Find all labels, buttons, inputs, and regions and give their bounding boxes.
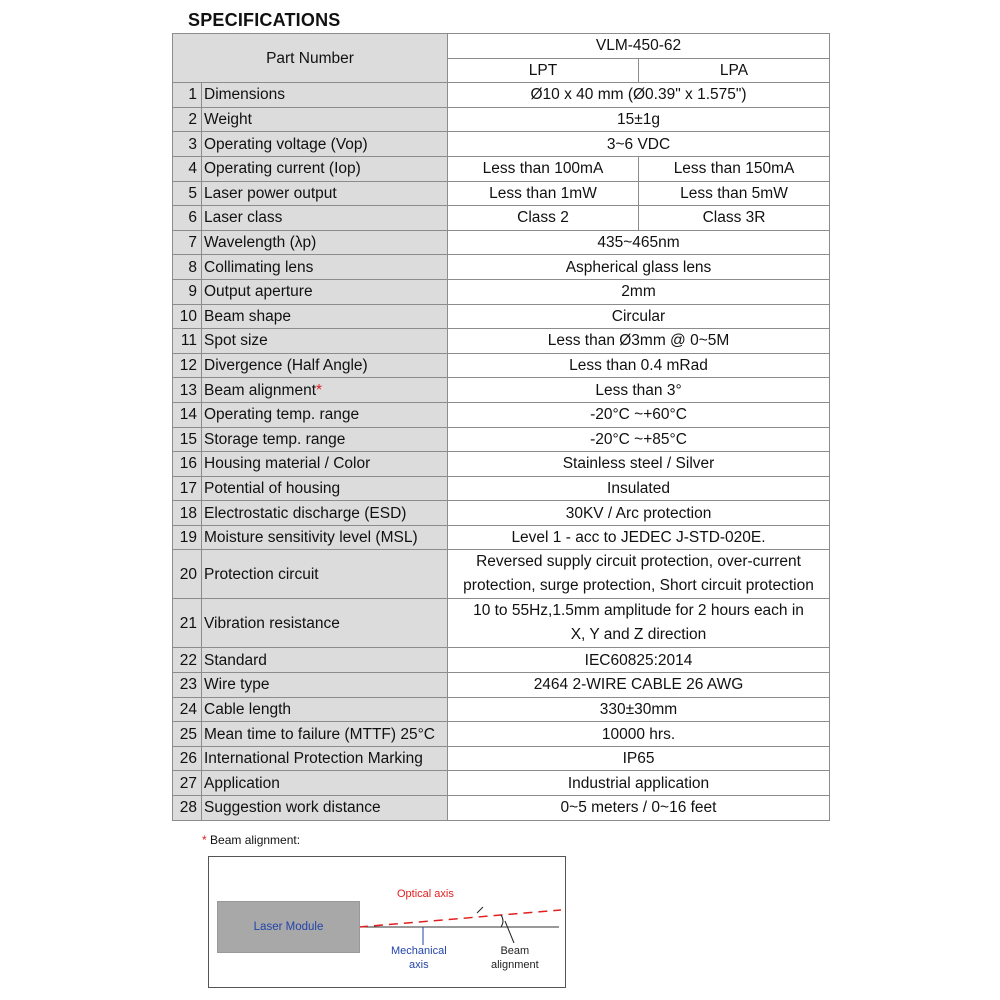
footnote bbox=[202, 833, 300, 847]
spec-value: 3~6 VDC bbox=[448, 132, 830, 157]
spec-row-label bbox=[202, 206, 448, 231]
spec-row-label bbox=[202, 378, 448, 403]
spec-row-number: 27 bbox=[173, 771, 202, 796]
spec-row-number: 25 bbox=[173, 722, 202, 747]
spec-row bbox=[173, 107, 830, 132]
part-number-model: VLM-450-62 bbox=[448, 34, 830, 59]
spec-value-lpt: Class 2 bbox=[448, 206, 639, 231]
spec-row bbox=[173, 599, 830, 648]
spec-row-label-text: Wire type bbox=[204, 676, 270, 694]
spec-row bbox=[173, 181, 830, 206]
spec-row-label-text: Storage temp. range bbox=[204, 430, 346, 448]
spec-row bbox=[173, 279, 830, 304]
spec-row-label bbox=[202, 304, 448, 329]
spec-row-label bbox=[202, 501, 448, 526]
spec-row-number: 26 bbox=[173, 746, 202, 771]
spec-row bbox=[173, 746, 830, 771]
spec-row bbox=[173, 452, 830, 477]
spec-row-label-text: Suggestion work distance bbox=[204, 799, 381, 817]
footnote-marker: * bbox=[316, 381, 323, 399]
spec-row-number: 1 bbox=[173, 83, 202, 108]
spec-row-label-text: Potential of housing bbox=[204, 479, 341, 497]
spec-row-label-text: Housing material / Color bbox=[204, 455, 371, 473]
spec-row-number: 5 bbox=[173, 181, 202, 206]
spec-row-number: 24 bbox=[173, 697, 202, 722]
spec-value: 15±1g bbox=[448, 107, 830, 132]
spec-row-number: 11 bbox=[173, 329, 202, 354]
spec-value: 2464 2-WIRE CABLE 26 AWG bbox=[448, 673, 830, 698]
spec-row-number: 18 bbox=[173, 501, 202, 526]
spec-row-number: 16 bbox=[173, 452, 202, 477]
spec-value-line: X, Y and Z direction bbox=[570, 626, 707, 644]
spec-row-label bbox=[202, 107, 448, 132]
spec-value: IP65 bbox=[448, 746, 830, 771]
spec-row bbox=[173, 501, 830, 526]
spec-value bbox=[448, 599, 830, 648]
spec-row-label-text: Weight bbox=[204, 111, 252, 129]
spec-row-label bbox=[202, 673, 448, 698]
spec-row-label bbox=[202, 427, 448, 452]
spec-row-number: 15 bbox=[173, 427, 202, 452]
spec-row-label bbox=[202, 181, 448, 206]
spec-row-label-text: Dimensions bbox=[204, 86, 285, 104]
spec-row-label bbox=[202, 697, 448, 722]
spec-row-label bbox=[202, 279, 448, 304]
footnote-text: Beam alignment: bbox=[210, 833, 301, 847]
spec-row-label-text: Application bbox=[204, 774, 280, 792]
mechanical-axis-label bbox=[391, 944, 447, 972]
spec-row-label-text: Operating current (Iop) bbox=[204, 160, 361, 178]
spec-row-label-text: Beam alignment bbox=[204, 381, 317, 399]
variant-lpa: LPA bbox=[639, 58, 830, 83]
spec-row bbox=[173, 550, 830, 599]
spec-value-lpa: Class 3R bbox=[639, 206, 830, 231]
spec-value-line: Reversed supply circuit protection, over-current bbox=[476, 553, 801, 571]
spec-row-number: 23 bbox=[173, 673, 202, 698]
spec-row-number: 21 bbox=[173, 599, 202, 648]
spec-row bbox=[173, 156, 830, 181]
spec-row-number: 13 bbox=[173, 378, 202, 403]
spec-value: 2mm bbox=[448, 279, 830, 304]
mechanical-axis-label-line2: axis bbox=[409, 959, 429, 971]
alignment-angle-arc bbox=[501, 915, 503, 927]
spec-row bbox=[173, 402, 830, 427]
spec-row-number: 7 bbox=[173, 230, 202, 255]
spec-row-label-text: Collimating lens bbox=[204, 258, 314, 276]
spec-row bbox=[173, 697, 830, 722]
laser-module-box bbox=[217, 901, 360, 953]
spec-row-label bbox=[202, 796, 448, 821]
spec-value-lpt: Less than 100mA bbox=[448, 156, 639, 181]
optical-axis-pointer bbox=[477, 907, 483, 913]
spec-value: Ø10 x 40 mm (Ø0.39" x 1.575") bbox=[448, 83, 830, 108]
spec-row bbox=[173, 132, 830, 157]
optical-axis-label: Optical axis bbox=[397, 888, 454, 900]
spec-row-label bbox=[202, 746, 448, 771]
spec-row-label bbox=[202, 353, 448, 378]
spec-value: Aspherical glass lens bbox=[448, 255, 830, 280]
spec-row-label-text: Vibration resistance bbox=[204, 614, 340, 632]
spec-row bbox=[173, 796, 830, 821]
footnote-asterisk: * bbox=[202, 833, 207, 847]
spec-row bbox=[173, 255, 830, 280]
spec-value: IEC60825:2014 bbox=[448, 648, 830, 673]
spec-table bbox=[172, 33, 830, 821]
spec-row-number: 10 bbox=[173, 304, 202, 329]
beam-alignment-label-line1: Beam bbox=[500, 945, 530, 957]
spec-row-number: 9 bbox=[173, 279, 202, 304]
beam-alignment-pointer bbox=[505, 921, 514, 943]
spec-row bbox=[173, 304, 830, 329]
spec-row bbox=[173, 427, 830, 452]
spec-row-label bbox=[202, 255, 448, 280]
spec-row-number: 17 bbox=[173, 476, 202, 501]
spec-value: -20°C ~+85°C bbox=[448, 427, 830, 452]
spec-value-lpt: Less than 1mW bbox=[448, 181, 639, 206]
spec-row bbox=[173, 722, 830, 747]
spec-row-number: 12 bbox=[173, 353, 202, 378]
spec-row bbox=[173, 353, 830, 378]
spec-row bbox=[173, 476, 830, 501]
spec-row-number: 4 bbox=[173, 156, 202, 181]
spec-row-label bbox=[202, 525, 448, 550]
beam-alignment-label-line2: alignment bbox=[491, 959, 539, 971]
spec-row-label bbox=[202, 230, 448, 255]
spec-row-number: 14 bbox=[173, 402, 202, 427]
spec-row-label-text: International Protection Marking bbox=[204, 750, 423, 768]
part-number-label: Part Number bbox=[173, 34, 448, 83]
spec-row-label bbox=[202, 156, 448, 181]
spec-row-label-text: Divergence (Half Angle) bbox=[204, 357, 368, 375]
spec-value: 435~465nm bbox=[448, 230, 830, 255]
spec-row-label-text: Mean time to failure (MTTF) 25°C bbox=[204, 725, 436, 743]
spec-row-label bbox=[202, 83, 448, 108]
spec-value: -20°C ~+60°C bbox=[448, 402, 830, 427]
spec-row-label-text: Electrostatic discharge (ESD) bbox=[204, 504, 407, 522]
spec-value: Level 1 - acc to JEDEC J-STD-020E. bbox=[448, 525, 830, 550]
spec-row-label-text: Spot size bbox=[204, 332, 268, 350]
spec-row-label bbox=[202, 476, 448, 501]
spec-row-number: 20 bbox=[173, 550, 202, 599]
spec-value-line: 10 to 55Hz,1.5mm amplitude for 2 hours each in bbox=[473, 602, 804, 620]
mechanical-axis-label-line1: Mechanical bbox=[391, 945, 447, 957]
spec-row-label-text: Operating voltage (Vop) bbox=[204, 135, 368, 153]
spec-row-label-text: Moisture sensitivity level (MSL) bbox=[204, 529, 418, 547]
spec-value: Insulated bbox=[448, 476, 830, 501]
spec-row bbox=[173, 648, 830, 673]
spec-row bbox=[173, 673, 830, 698]
spec-row-number: 2 bbox=[173, 107, 202, 132]
spec-value: 30KV / Arc protection bbox=[448, 501, 830, 526]
spec-row-label bbox=[202, 329, 448, 354]
spec-row-label-text: Laser power output bbox=[204, 184, 337, 202]
spec-row bbox=[173, 378, 830, 403]
spec-value: 10000 hrs. bbox=[448, 722, 830, 747]
spec-row-label-text: Protection circuit bbox=[204, 565, 319, 583]
spec-value: Less than Ø3mm @ 0~5M bbox=[448, 329, 830, 354]
spec-row bbox=[173, 206, 830, 231]
spec-value: Less than 3° bbox=[448, 378, 830, 403]
beam-alignment-figure bbox=[208, 856, 566, 988]
spec-row bbox=[173, 329, 830, 354]
spec-value: 0~5 meters / 0~16 feet bbox=[448, 796, 830, 821]
spec-row-label-text: Output aperture bbox=[204, 283, 313, 301]
spec-row-label bbox=[202, 550, 448, 599]
spec-row-label-text: Beam shape bbox=[204, 307, 292, 325]
spec-row-label-text: Laser class bbox=[204, 209, 283, 227]
spec-row-number: 3 bbox=[173, 132, 202, 157]
spec-row-number: 8 bbox=[173, 255, 202, 280]
spec-row bbox=[173, 771, 830, 796]
beam-alignment-label bbox=[491, 944, 539, 972]
part-number-row bbox=[173, 34, 830, 59]
spec-row-number: 6 bbox=[173, 206, 202, 231]
spec-row-label bbox=[202, 452, 448, 477]
spec-row-label bbox=[202, 132, 448, 157]
spec-row-label-text: Standard bbox=[204, 651, 267, 669]
spec-value-lpa: Less than 150mA bbox=[639, 156, 830, 181]
spec-row-label-text: Cable length bbox=[204, 700, 292, 718]
spec-value: Circular bbox=[448, 304, 830, 329]
spec-value: Less than 0.4 mRad bbox=[448, 353, 830, 378]
spec-row bbox=[173, 525, 830, 550]
spec-row bbox=[173, 230, 830, 255]
spec-value: Industrial application bbox=[448, 771, 830, 796]
spec-value: 330±30mm bbox=[448, 697, 830, 722]
spec-row-label-text: Wavelength (λp) bbox=[204, 234, 317, 252]
spec-row-label bbox=[202, 599, 448, 648]
spec-value bbox=[448, 550, 830, 599]
optical-axis-line bbox=[359, 910, 561, 927]
spec-row-label bbox=[202, 771, 448, 796]
spec-value-lpa: Less than 5mW bbox=[639, 181, 830, 206]
page-title: SPECIFICATIONS bbox=[188, 10, 341, 30]
spec-row-number: 28 bbox=[173, 796, 202, 821]
spec-row-number: 19 bbox=[173, 525, 202, 550]
spec-value-line: protection, surge protection, Short circuit protection bbox=[463, 577, 814, 595]
laser-module-label: Laser Module bbox=[253, 921, 324, 933]
spec-row-label bbox=[202, 402, 448, 427]
spec-row-number: 22 bbox=[173, 648, 202, 673]
spec-row-label bbox=[202, 722, 448, 747]
spec-row bbox=[173, 83, 830, 108]
variant-lpt: LPT bbox=[448, 58, 639, 83]
spec-row-label-text: Operating temp. range bbox=[204, 406, 360, 424]
spec-value: Stainless steel / Silver bbox=[448, 452, 830, 477]
spec-row-label bbox=[202, 648, 448, 673]
